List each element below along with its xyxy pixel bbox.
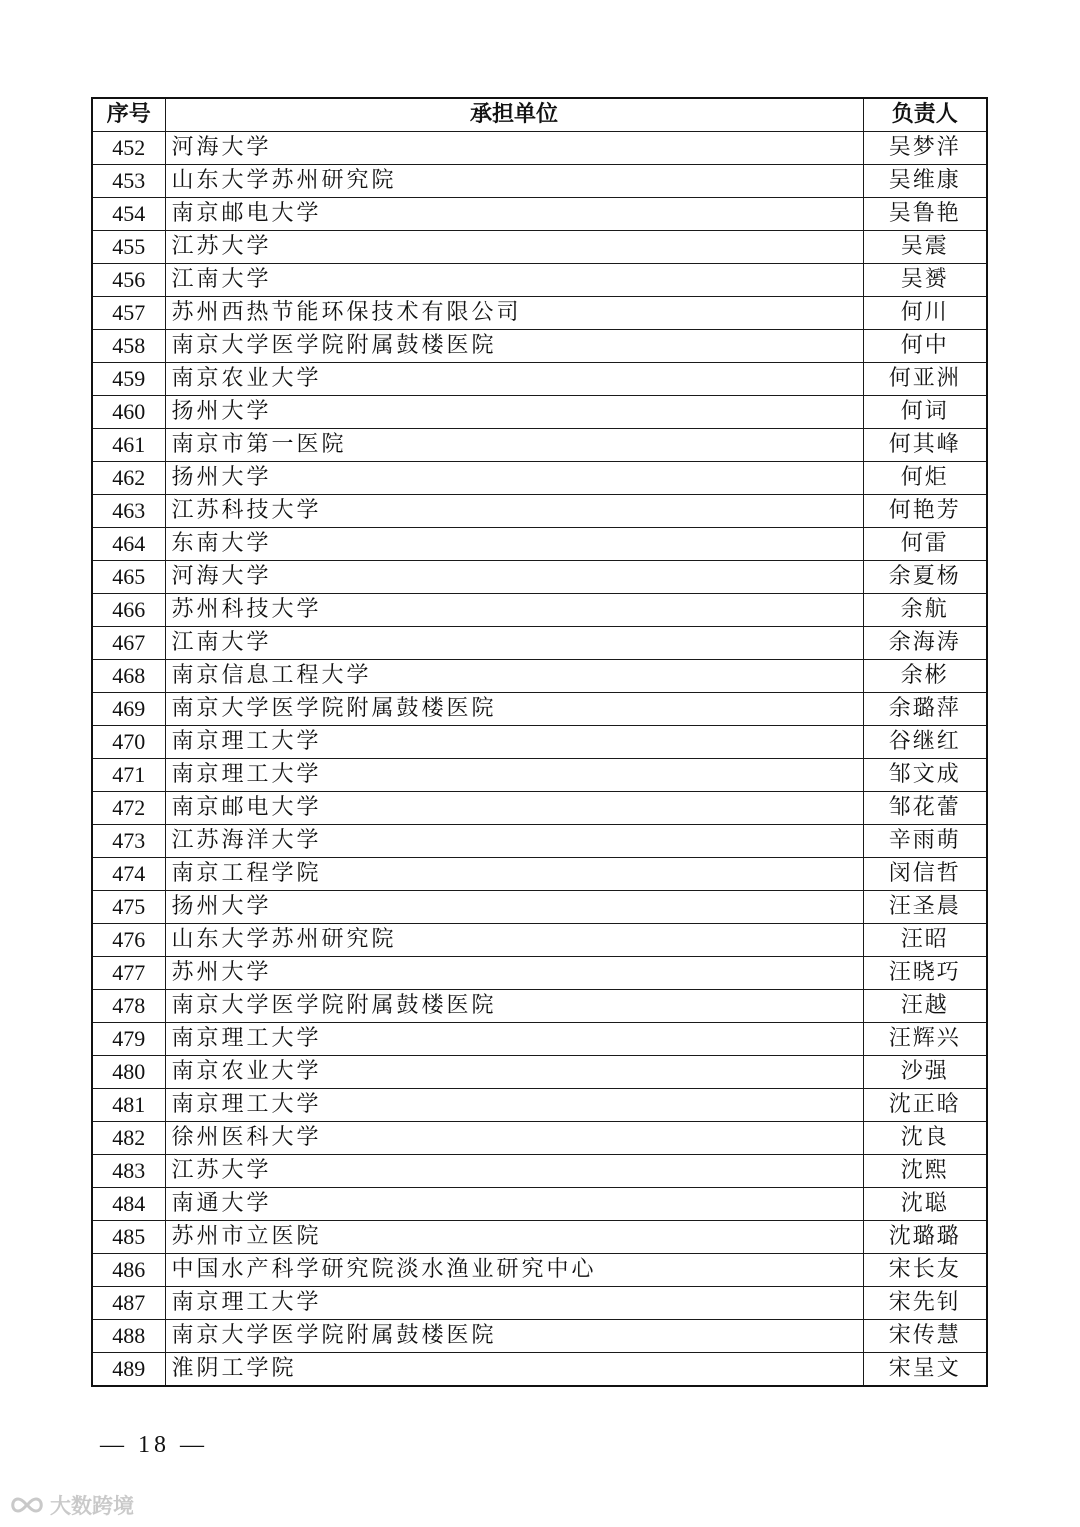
row-unit: 苏州西热节能环保技术有限公司 bbox=[165, 297, 863, 330]
header-person: 负责人 bbox=[863, 98, 987, 132]
table-row bbox=[92, 759, 987, 792]
row-serial: 467 bbox=[92, 627, 165, 660]
table-row bbox=[92, 1188, 987, 1221]
table-row bbox=[92, 726, 987, 759]
header-serial: 序号 bbox=[92, 98, 165, 132]
table-row bbox=[92, 1221, 987, 1254]
table-row bbox=[92, 792, 987, 825]
row-person: 何艳芳 bbox=[863, 495, 987, 528]
row-person: 余海涛 bbox=[863, 627, 987, 660]
row-person: 宋呈文 bbox=[863, 1353, 987, 1387]
row-unit: 南京工程学院 bbox=[165, 858, 863, 891]
row-person: 汪圣晨 bbox=[863, 891, 987, 924]
row-person: 宋先钊 bbox=[863, 1287, 987, 1320]
row-unit: 扬州大学 bbox=[165, 396, 863, 429]
row-person: 何其峰 bbox=[863, 429, 987, 462]
row-unit: 苏州科技大学 bbox=[165, 594, 863, 627]
row-unit: 南京信息工程大学 bbox=[165, 660, 863, 693]
table-row bbox=[92, 132, 987, 165]
table-row bbox=[92, 957, 987, 990]
table-row bbox=[92, 363, 987, 396]
row-serial: 488 bbox=[92, 1320, 165, 1353]
row-serial: 474 bbox=[92, 858, 165, 891]
row-serial: 472 bbox=[92, 792, 165, 825]
row-serial: 486 bbox=[92, 1254, 165, 1287]
row-unit: 南京大学医学院附属鼓楼医院 bbox=[165, 1320, 863, 1353]
row-serial: 478 bbox=[92, 990, 165, 1023]
row-serial: 473 bbox=[92, 825, 165, 858]
row-serial: 457 bbox=[92, 297, 165, 330]
row-unit: 南京大学医学院附属鼓楼医院 bbox=[165, 330, 863, 363]
table-row bbox=[92, 1122, 987, 1155]
row-person: 沈熙 bbox=[863, 1155, 987, 1188]
watermark-text: 大数跨境 bbox=[50, 1494, 134, 1518]
table-row bbox=[92, 825, 987, 858]
table-row bbox=[92, 891, 987, 924]
row-person: 沙强 bbox=[863, 1056, 987, 1089]
table-row bbox=[92, 1353, 987, 1387]
table-row bbox=[92, 429, 987, 462]
row-unit: 江苏大学 bbox=[165, 1155, 863, 1188]
table-row bbox=[92, 1023, 987, 1056]
row-person: 吴赟 bbox=[863, 264, 987, 297]
row-serial: 489 bbox=[92, 1353, 165, 1387]
row-person: 沈璐璐 bbox=[863, 1221, 987, 1254]
row-unit: 河海大学 bbox=[165, 561, 863, 594]
row-person: 辛雨萌 bbox=[863, 825, 987, 858]
row-serial: 459 bbox=[92, 363, 165, 396]
row-unit: 扬州大学 bbox=[165, 891, 863, 924]
table-row bbox=[92, 561, 987, 594]
row-unit: 江南大学 bbox=[165, 264, 863, 297]
infinity-logo-icon bbox=[8, 1495, 46, 1515]
table-row bbox=[92, 198, 987, 231]
row-person: 余彬 bbox=[863, 660, 987, 693]
row-unit: 南京理工大学 bbox=[165, 726, 863, 759]
table-row bbox=[92, 297, 987, 330]
row-serial: 452 bbox=[92, 132, 165, 165]
table-row bbox=[92, 627, 987, 660]
table-row bbox=[92, 495, 987, 528]
row-person: 何炬 bbox=[863, 462, 987, 495]
row-person: 余航 bbox=[863, 594, 987, 627]
header-unit: 承担单位 bbox=[165, 98, 863, 132]
row-unit: 南通大学 bbox=[165, 1188, 863, 1221]
row-serial: 470 bbox=[92, 726, 165, 759]
row-unit: 江南大学 bbox=[165, 627, 863, 660]
row-person: 余夏杨 bbox=[863, 561, 987, 594]
row-unit: 江苏大学 bbox=[165, 231, 863, 264]
roster-table bbox=[91, 97, 988, 1387]
row-serial: 487 bbox=[92, 1287, 165, 1320]
row-person: 闵信哲 bbox=[863, 858, 987, 891]
row-unit: 南京农业大学 bbox=[165, 1056, 863, 1089]
row-unit: 南京邮电大学 bbox=[165, 792, 863, 825]
row-serial: 455 bbox=[92, 231, 165, 264]
row-unit: 南京市第一医院 bbox=[165, 429, 863, 462]
row-unit: 南京理工大学 bbox=[165, 1287, 863, 1320]
row-serial: 484 bbox=[92, 1188, 165, 1221]
row-unit: 南京大学医学院附属鼓楼医院 bbox=[165, 693, 863, 726]
table-row bbox=[92, 231, 987, 264]
row-serial: 482 bbox=[92, 1122, 165, 1155]
row-unit: 东南大学 bbox=[165, 528, 863, 561]
row-person: 沈良 bbox=[863, 1122, 987, 1155]
table-row bbox=[92, 462, 987, 495]
row-person: 汪晓巧 bbox=[863, 957, 987, 990]
row-serial: 471 bbox=[92, 759, 165, 792]
table-row bbox=[92, 1089, 987, 1122]
row-serial: 468 bbox=[92, 660, 165, 693]
table-row bbox=[92, 1155, 987, 1188]
row-person: 宋传慧 bbox=[863, 1320, 987, 1353]
row-serial: 453 bbox=[92, 165, 165, 198]
row-unit: 中国水产科学研究院淡水渔业研究中心 bbox=[165, 1254, 863, 1287]
row-unit: 南京邮电大学 bbox=[165, 198, 863, 231]
row-serial: 458 bbox=[92, 330, 165, 363]
row-person: 邹花蕾 bbox=[863, 792, 987, 825]
row-person: 何雷 bbox=[863, 528, 987, 561]
table-row bbox=[92, 1056, 987, 1089]
row-unit: 南京农业大学 bbox=[165, 363, 863, 396]
row-serial: 477 bbox=[92, 957, 165, 990]
row-person: 汪辉兴 bbox=[863, 1023, 987, 1056]
row-unit: 山东大学苏州研究院 bbox=[165, 165, 863, 198]
table-row bbox=[92, 264, 987, 297]
header-row bbox=[92, 98, 987, 132]
row-serial: 475 bbox=[92, 891, 165, 924]
row-unit: 徐州医科大学 bbox=[165, 1122, 863, 1155]
row-person: 吴震 bbox=[863, 231, 987, 264]
row-person: 谷继红 bbox=[863, 726, 987, 759]
row-person: 余璐萍 bbox=[863, 693, 987, 726]
table-row bbox=[92, 330, 987, 363]
row-person: 吴维康 bbox=[863, 165, 987, 198]
row-unit: 河海大学 bbox=[165, 132, 863, 165]
row-person: 宋长友 bbox=[863, 1254, 987, 1287]
row-serial: 465 bbox=[92, 561, 165, 594]
row-serial: 469 bbox=[92, 693, 165, 726]
row-unit: 江苏科技大学 bbox=[165, 495, 863, 528]
row-serial: 480 bbox=[92, 1056, 165, 1089]
row-unit: 南京理工大学 bbox=[165, 759, 863, 792]
table-row bbox=[92, 1254, 987, 1287]
table-row bbox=[92, 660, 987, 693]
watermark bbox=[8, 1490, 134, 1520]
row-person: 吴梦洋 bbox=[863, 132, 987, 165]
row-person: 何川 bbox=[863, 297, 987, 330]
row-person: 何词 bbox=[863, 396, 987, 429]
table-row bbox=[92, 1287, 987, 1320]
row-person: 吴鲁艳 bbox=[863, 198, 987, 231]
row-serial: 479 bbox=[92, 1023, 165, 1056]
table-row bbox=[92, 924, 987, 957]
row-serial: 463 bbox=[92, 495, 165, 528]
row-unit: 淮阴工学院 bbox=[165, 1353, 863, 1387]
row-serial: 483 bbox=[92, 1155, 165, 1188]
table-row bbox=[92, 594, 987, 627]
row-serial: 454 bbox=[92, 198, 165, 231]
row-person: 何亚洲 bbox=[863, 363, 987, 396]
table-row bbox=[92, 165, 987, 198]
row-person: 何中 bbox=[863, 330, 987, 363]
row-unit: 苏州市立医院 bbox=[165, 1221, 863, 1254]
table-row bbox=[92, 693, 987, 726]
row-person: 沈聪 bbox=[863, 1188, 987, 1221]
row-person: 邹文成 bbox=[863, 759, 987, 792]
row-serial: 461 bbox=[92, 429, 165, 462]
row-person: 沈正晗 bbox=[863, 1089, 987, 1122]
table-row bbox=[92, 858, 987, 891]
row-serial: 456 bbox=[92, 264, 165, 297]
row-unit: 扬州大学 bbox=[165, 462, 863, 495]
row-unit: 山东大学苏州研究院 bbox=[165, 924, 863, 957]
row-serial: 481 bbox=[92, 1089, 165, 1122]
table-row bbox=[92, 528, 987, 561]
row-serial: 460 bbox=[92, 396, 165, 429]
table-row bbox=[92, 990, 987, 1023]
row-person: 汪越 bbox=[863, 990, 987, 1023]
row-unit: 江苏海洋大学 bbox=[165, 825, 863, 858]
row-serial: 476 bbox=[92, 924, 165, 957]
table-row bbox=[92, 1320, 987, 1353]
row-person: 汪昭 bbox=[863, 924, 987, 957]
row-unit: 南京理工大学 bbox=[165, 1089, 863, 1122]
row-serial: 464 bbox=[92, 528, 165, 561]
table-row bbox=[92, 396, 987, 429]
row-serial: 485 bbox=[92, 1221, 165, 1254]
row-serial: 462 bbox=[92, 462, 165, 495]
page-number: — 18 — bbox=[100, 1432, 208, 1458]
row-unit: 南京理工大学 bbox=[165, 1023, 863, 1056]
row-unit: 苏州大学 bbox=[165, 957, 863, 990]
row-serial: 466 bbox=[92, 594, 165, 627]
row-unit: 南京大学医学院附属鼓楼医院 bbox=[165, 990, 863, 1023]
